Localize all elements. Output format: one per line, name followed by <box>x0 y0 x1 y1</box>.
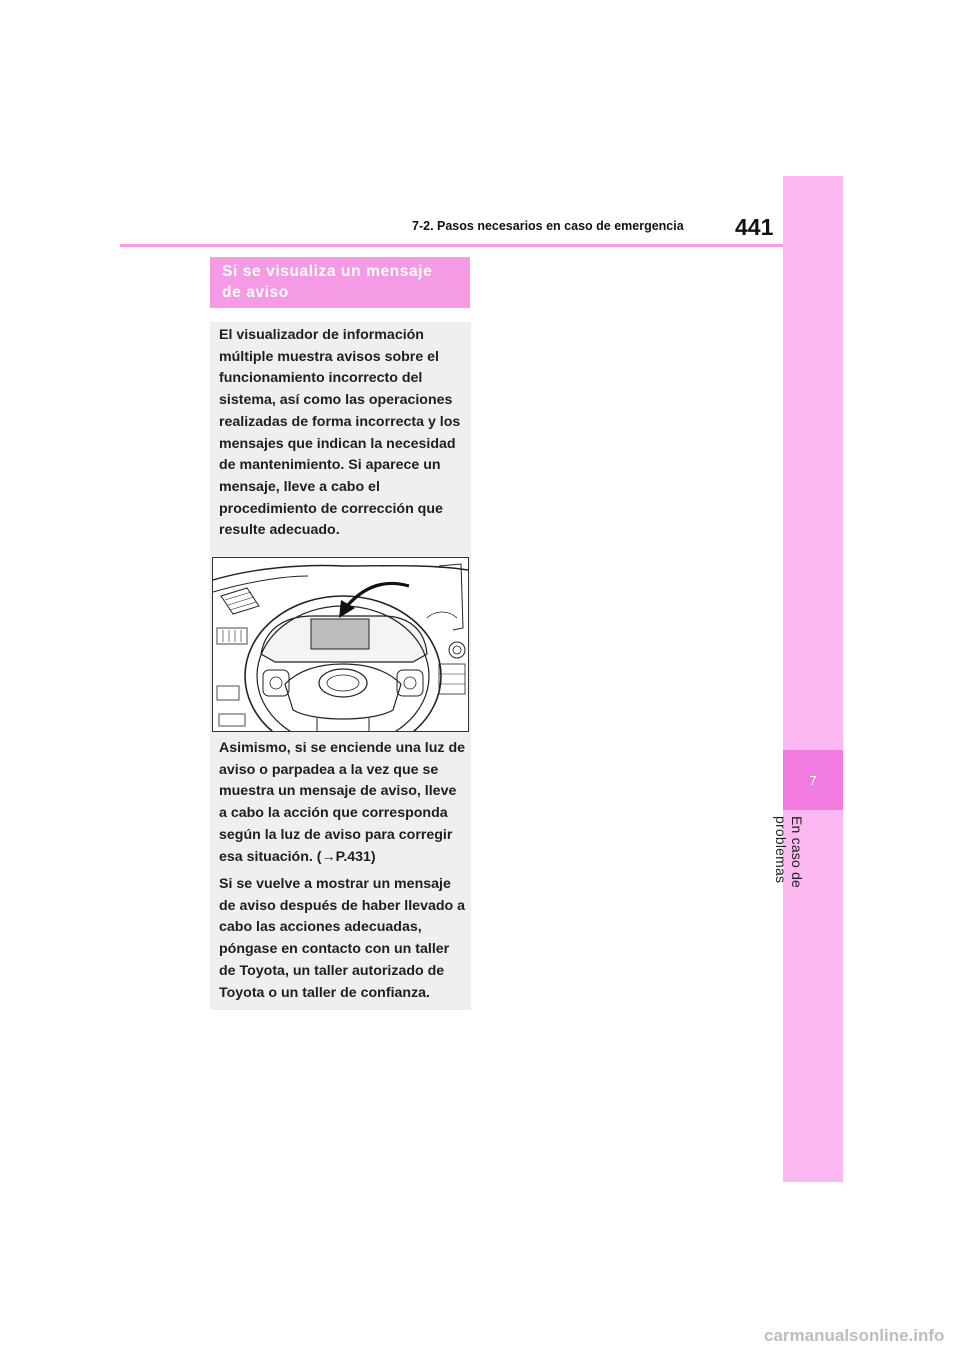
chapter-number: 7 <box>809 772 817 788</box>
chapter-side-tab <box>773 176 843 1182</box>
heading-box <box>210 257 470 308</box>
paragraph-contact-dealer: Si se vuelve a mostrar un mensaje de aviso después de haber llevado a cabo las acciones adecuadas, póngase en contacto con un taller de Toyota, un taller autorizado de Toyota o un taller de confianza. <box>219 876 466 1001</box>
dashboard-illustration <box>212 557 469 732</box>
paragraph-warning-light: Asimismo, si se enciende una luz de aviso o parpadea a la vez que se muestra un mensaje de aviso, lleve a cabo la acción que corresponda según la luz de aviso para corregir esa situación. (→P.431) <box>219 740 465 865</box>
watermark: carmanualsonline.info <box>764 1326 945 1345</box>
chapter-number-box <box>783 750 843 810</box>
heading-text: Si se visualiza un mensaje de aviso <box>222 263 433 301</box>
section-title: 7-2. Pasos necesarios en caso de emergencia <box>412 219 684 233</box>
header-rule <box>120 244 783 247</box>
chapter-label: En caso de problemas <box>773 816 805 889</box>
page-number: 441 <box>735 214 774 240</box>
steering-wheel-illustration <box>213 558 468 731</box>
paragraph-intro: El visualizador de información múltiple muestra avisos sobre el funcionamiento incorrecto del sistema, así como las operaciones realizadas de forma incorrecta y los mensajes que indican la necesidad de mantenimiento. Si aparece un mensaje, lleve a cabo el procedimiento de corrección que resulte adecuado. <box>219 327 461 539</box>
